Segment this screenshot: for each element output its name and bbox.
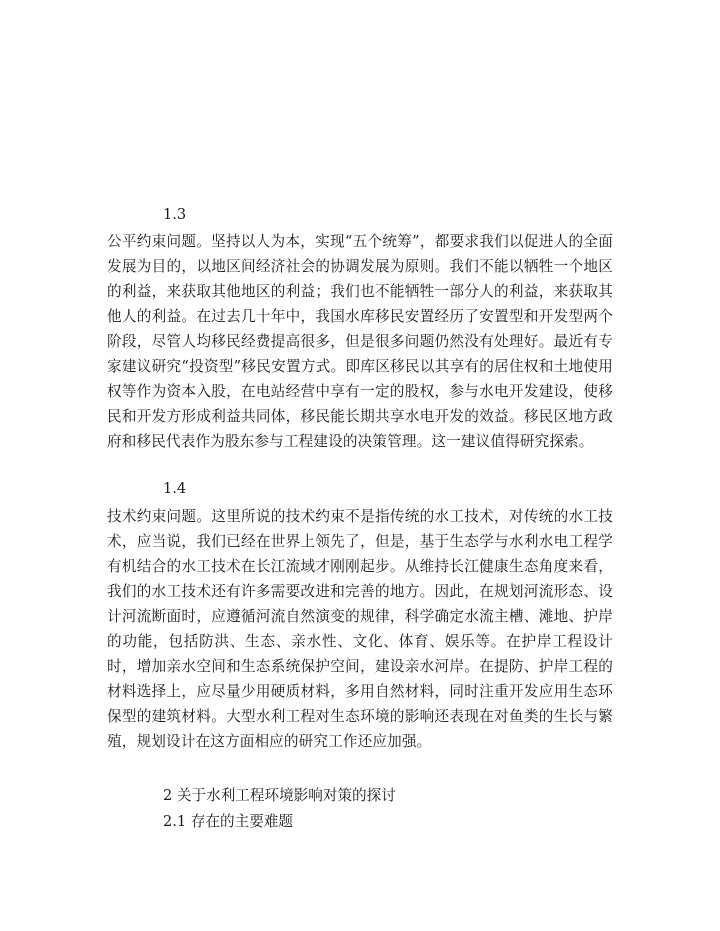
- section-number-1-4: 1.4: [163, 480, 187, 497]
- paragraph-technical-constraint: 技术约束问题。这里所说的技术约束不是指传统的水工技术，对传统的水工技术，应当说，我们已经在世界上领先了，但是，基于生态学与水利水电工程学有机结合的水工技术在长江流域才刚刚起步。从维持长江健康生态角度来看，我们的水工技术还有许多需要改进和完善的地方。因此，在规划河流形态、设计河流断面时，应遵循河流自然演变的规律，科学确定水流主槽、滩地、护岸的功能，包括防洪、生态、亲水性、文化、体育、娱乐等。在护岸工程设计时，增加亲水空间和生态系统保护空间，建设亲水河岸。在提防、护岸工程的材料选择上，应尽量少用硬质材料，多用自然材料，同时注重开发应用生态环保型的建筑材料。大型水利工程对生态环境的影响还表现在对鱼类的生长与繁殖，规划设计在这方面相应的研究工作还应加强。: [107, 508, 613, 750]
- paragraph-fairness-constraint: 公平约束问题。坚持以人为本，实现“五个统筹”，都要求我们以促进人的全面发展为目的，以地区间经济社会的协调发展为原则。我们不能以牺牲一个地区的利益，来获取其他地区的利益；我们也不能牺牲一部分人的利益，来获取其他人的利益。在过去几十年中，我国水库移民安置经历了安置型和开发型两个阶段，尽管人均移民经费提高很多，但是很多问题仍然没有处理好。最近有专家建议研究“投资型”移民安置方式。即库区移民以其享有的居住权和土地使用权等作为资本入股，在电站经营中享有一定的股权，参与水电开发建设，使移民和开发方形成利益共同体，移民能长期共享水电开发的效益。移民区地方政府和移民代表作为股东参与工程建设的决策管理。这一建议值得研究探索。: [107, 233, 613, 450]
- section-heading-2-1: 2.1 存在的主要难题: [163, 813, 294, 830]
- section-heading-2: 2 关于水利工程环境影响对策的探讨: [163, 787, 396, 804]
- section-number-1-3: 1.3: [163, 206, 187, 223]
